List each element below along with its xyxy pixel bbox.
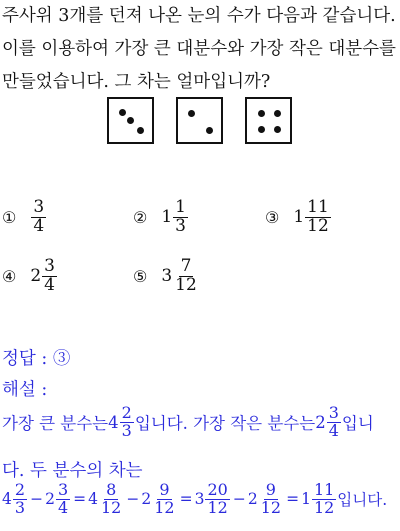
mixed-whole: 4 [88,490,98,509]
die-three [107,97,154,144]
fraction-numerator: 20 [207,480,228,499]
fraction [99,482,123,517]
die-pip [127,117,134,124]
option-fraction [31,199,46,236]
fraction-numerator: 9 [159,480,170,499]
option-mark: ④ [2,266,17,286]
fraction-numerator: 7 [180,256,192,276]
option-1[interactable] [2,199,47,236]
fraction-numerator: 9 [265,480,276,499]
option-whole: 1 [161,207,173,228]
die-pip [274,126,281,133]
mixed-whole: 2 [45,490,55,509]
fraction-numerator: 3 [33,197,45,217]
equation-tail: 입니다. [337,491,388,510]
die-pip [137,127,144,134]
fraction-denominator: 3 [121,420,132,440]
option-fraction [173,199,188,236]
explanation-text: 입니 [341,414,374,434]
die-pip [258,126,265,133]
option-mark: ② [133,207,148,227]
fraction-denominator: 3 [175,215,186,236]
fraction [56,482,70,517]
explanation-text: 입니다. 가장 작은 분수는 [134,414,316,434]
fraction-numerator: 8 [106,480,117,499]
fraction-numerator: 3 [44,256,55,276]
mixed-whole: 1 [301,490,311,509]
fraction [152,482,176,517]
die-two [176,97,223,144]
operator: = [73,490,87,509]
die-pip [188,110,195,117]
fraction-denominator: 12 [175,274,197,295]
fraction-denominator: 4 [33,215,45,236]
fraction-denominator: 4 [57,497,69,517]
option-5[interactable] [133,258,200,295]
question-line-2: 이를 이용하여 가장 큰 대분수와 가장 작은 대분수를 [2,39,396,59]
option-3[interactable] [265,199,332,236]
fraction [312,482,336,517]
fraction-numerator: 3 [328,403,339,422]
fraction [327,405,341,440]
option-mark: ① [2,207,17,227]
option-4[interactable] [2,258,58,295]
fraction [120,405,134,440]
option-whole: 3 [161,266,173,287]
fraction-denominator: 4 [328,420,339,440]
fraction-denominator: 12 [101,497,122,517]
fraction-denominator: 3 [14,497,26,517]
die-pip [274,110,281,117]
option-whole: 2 [30,266,42,287]
explanation-text: 가장 큰 분수는 [2,414,109,434]
mixed-whole: 3 [194,490,205,509]
fraction-numerator: 1 [175,197,186,217]
mixed-whole: 2 [315,412,326,432]
fraction-denominator: 12 [313,497,335,517]
option-fraction [42,258,57,295]
fraction [13,482,27,517]
question-line-3: 만들었습니다. 그 차는 얼마입니까? [2,72,271,92]
mixed-whole: 4 [2,490,12,509]
explanation-line-1 [2,405,374,440]
option-mark: ⑤ [133,266,148,286]
die-pip [206,127,213,134]
option-fraction [305,199,331,236]
mixed-whole: 4 [108,412,119,432]
option-mark: ③ [265,207,280,227]
fraction-denominator: 12 [260,497,282,517]
explanation-label: 해설 : [2,380,48,400]
fraction [205,482,229,517]
answer-label: 정답 : ③ [2,349,71,369]
fraction-numerator: 2 [14,480,26,499]
fraction-denominator: 12 [207,497,228,517]
operator: = [286,490,300,509]
mixed-whole: 2 [247,490,258,509]
fraction-numerator: 11 [313,480,335,499]
mixed-whole: 2 [141,490,152,509]
operator: − [126,490,140,509]
fraction-denominator: 12 [154,497,175,517]
explanation-equation [2,482,387,517]
die-four [245,97,292,144]
operator: = [179,490,193,509]
option-whole: 1 [293,207,305,228]
fraction-denominator: 4 [44,274,55,295]
fraction-numerator: 2 [121,403,132,422]
operator: − [30,490,44,509]
fraction-numerator: 3 [57,480,69,499]
question-line-1: 주사위 3개를 던져 나온 눈의 수가 다음과 같습니다. [2,6,396,26]
option-2[interactable] [133,199,189,236]
fraction-numerator: 11 [307,197,329,217]
die-pip [258,110,265,117]
fraction-denominator: 12 [307,215,329,236]
fraction [259,482,283,517]
explanation-line-2: 다. 두 분수의 차는 [2,461,143,481]
option-fraction [173,258,199,295]
die-pip [119,109,126,116]
operator: − [232,490,246,509]
